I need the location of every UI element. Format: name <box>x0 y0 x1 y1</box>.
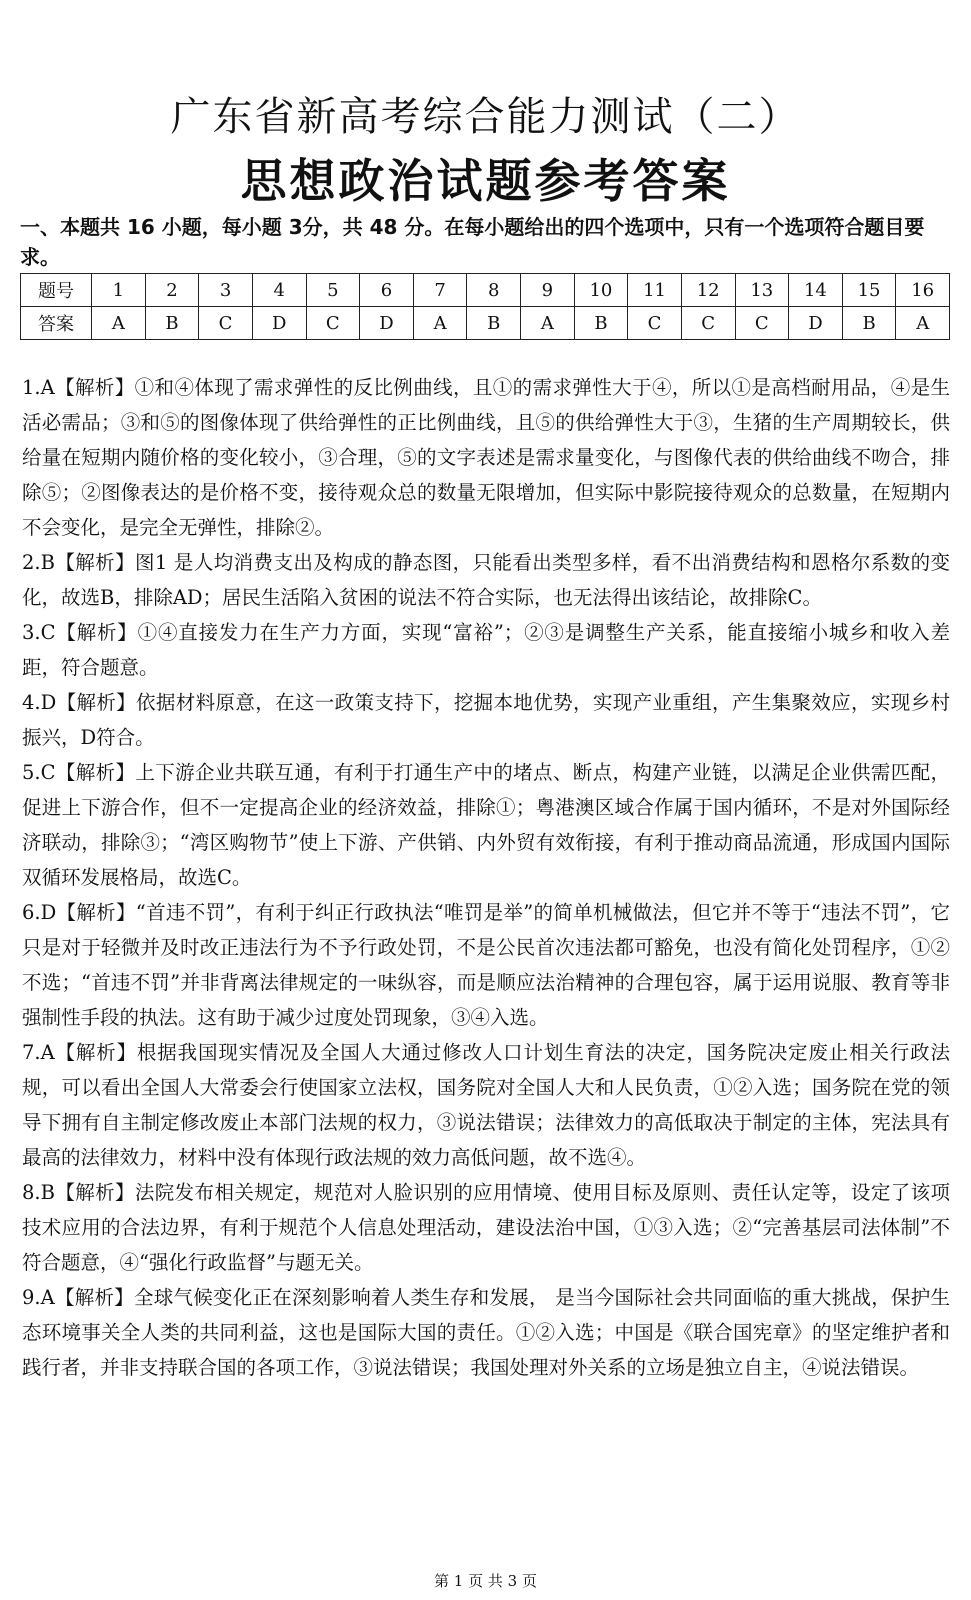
row-label-answer: 答案 <box>21 307 92 340</box>
list-item: 4.D【解析】依据材料原意，在这一政策支持下，挖掘本地优势，实现产业重组，产生集聚效应，实现乡村振兴，D符合。 <box>22 691 950 749</box>
page-footer: 第 1 页 共 3 页 <box>434 1572 537 1590</box>
question-number-cell: 11 <box>628 274 682 307</box>
answer-cell: A <box>521 307 575 340</box>
table-row <box>21 274 950 307</box>
question-number-cell: 14 <box>789 274 843 307</box>
page-subtitle: 思想政治试题参考答案 <box>240 154 731 208</box>
row-label-number: 题号 <box>21 274 92 307</box>
question-number-cell: 6 <box>360 274 414 307</box>
list-item: 8.B【解析】法院发布相关规定，规范对人脸识别的应用情境、使用目标及原则、责任认定等，设定了该项技术应用的合法边界，有利于规范个人信息处理活动，建设法治中国，①③入选；②“完善基层司法体制”不符合题意，④“强化行政监督”与题无关。 <box>22 1181 950 1274</box>
question-number-cell: 9 <box>521 274 575 307</box>
answer-cell: C <box>306 307 360 340</box>
list-item: 6.D【解析】“首违不罚”，有利于纠正行政执法“唯罚是举”的简单机械做法，但它并不等于“违法不罚”，它只是对于轻微并及时改正违法行为不予行政处罚，不是公民首次违法都可豁免，也没有简化处罚程序，①②不选；“首违不罚”并非背离法律规定的一味纵容，而是顺应法治精神的合理包容，属于运用说服、教育等非强制性手段的执法。这有助于减少过度处罚现象，③④入选。 <box>22 901 950 1029</box>
section-instruction: 一、本题共 16 小题，每小题 3分，共 48 分。在每小题给出的四个选项中，只有一个选项符合题目要求。 <box>20 215 925 269</box>
question-number-cell: 2 <box>145 274 199 307</box>
list-item: 3.C【解析】①④直接发力在生产力方面，实现“富裕”；②③是调整生产关系，能直接缩小城乡和收入差距，符合题意。 <box>22 621 950 679</box>
answer-cell: D <box>789 307 843 340</box>
answer-cell: C <box>199 307 253 340</box>
question-number-cell: 12 <box>681 274 735 307</box>
answer-table <box>20 273 950 340</box>
page-title: 广东省新高考综合能力测试（二） <box>170 94 801 140</box>
answer-cell: B <box>842 307 896 340</box>
answer-cell: B <box>574 307 628 340</box>
question-number-cell: 10 <box>574 274 628 307</box>
list-item: 9.A【解析】全球气候变化正在深刻影响着人类生存和发展， 是当今国际社会共同面临的重大挑战，保护生态环境事关全人类的共同利益，这也是国际大国的责任。①②入选；中国是《联合国宪章》的坚定维护者和践行者，并非支持联合国的各项工作，③说法错误；我国处理对外关系的立场是独立自主，④说法错误。 <box>22 1286 950 1379</box>
answer-cell: C <box>681 307 735 340</box>
answer-cell: C <box>735 307 789 340</box>
question-number-cell: 7 <box>413 274 467 307</box>
question-number-cell: 15 <box>842 274 896 307</box>
answer-cell: A <box>92 307 146 340</box>
answer-cell: D <box>252 307 306 340</box>
answer-cell: A <box>896 307 950 340</box>
answer-cell: B <box>145 307 199 340</box>
answer-cell: C <box>628 307 682 340</box>
question-number-cell: 5 <box>306 274 360 307</box>
list-item: 5.C【解析】上下游企业共联互通，有利于打通生产中的堵点、断点，构建产业链，以满足企业供需匹配，促进上下游合作，但不一定提高企业的经济效益，排除①；粤港澳区域合作属于国内循环，不是对外国际经济联动，排除③；“湾区购物节”使上下游、产供销、内外贸有效衔接，有利于推动商品流通，形成国内国际双循环发展格局，故选C。 <box>22 761 950 889</box>
question-number-cell: 4 <box>252 274 306 307</box>
question-number-cell: 8 <box>467 274 521 307</box>
explanation-list <box>22 370 950 1385</box>
question-number-cell: 16 <box>896 274 950 307</box>
question-number-cell: 3 <box>199 274 253 307</box>
answer-cell: A <box>413 307 467 340</box>
list-item: 2.B【解析】图1 是人均消费支出及构成的静态图，只能看出类型多样，看不出消费结构和恩格尔系数的变化，故选B，排除AD；居民生活陷入贫困的说法不符合实际，也无法得出该结论，故排除C。 <box>22 551 950 609</box>
question-number-cell: 13 <box>735 274 789 307</box>
list-item: 7.A【解析】根据我国现实情况及全国人大通过修改人口计划生育法的决定，国务院决定废止相关行政法规，可以看出全国人大常委会行使国家立法权，国务院对全国人大和人民负责，①②入选；国务院在党的领导下拥有自主制定修改废止本部门法规的权力，③说法错误；法律效力的高低取决于制定的主体，宪法具有最高的法律效力，材料中没有体现行政法规的效力高低问题，故不选④。 <box>22 1041 950 1169</box>
list-item: 1.A【解析】①和④体现了需求弹性的反比例曲线，且①的需求弹性大于④，所以①是高档耐用品，④是生活必需品；③和⑤的图像体现了供给弹性的正比例曲线，且⑤的供给弹性大于③，生猪的生产周期较长，供给量在短期内随价格的变化较小，③合理，⑤的文字表述是需求量变化，与图像代表的供给曲线不吻合，排除⑤；②图像表达的是价格不变，接待观众总的数量无限增加，但实际中影院接待观众的总数量，在短期内不会变化，是完全无弹性，排除②。 <box>22 376 950 539</box>
answer-cell: D <box>360 307 414 340</box>
table-row <box>21 307 950 340</box>
question-number-cell: 1 <box>92 274 146 307</box>
answer-cell: B <box>467 307 521 340</box>
